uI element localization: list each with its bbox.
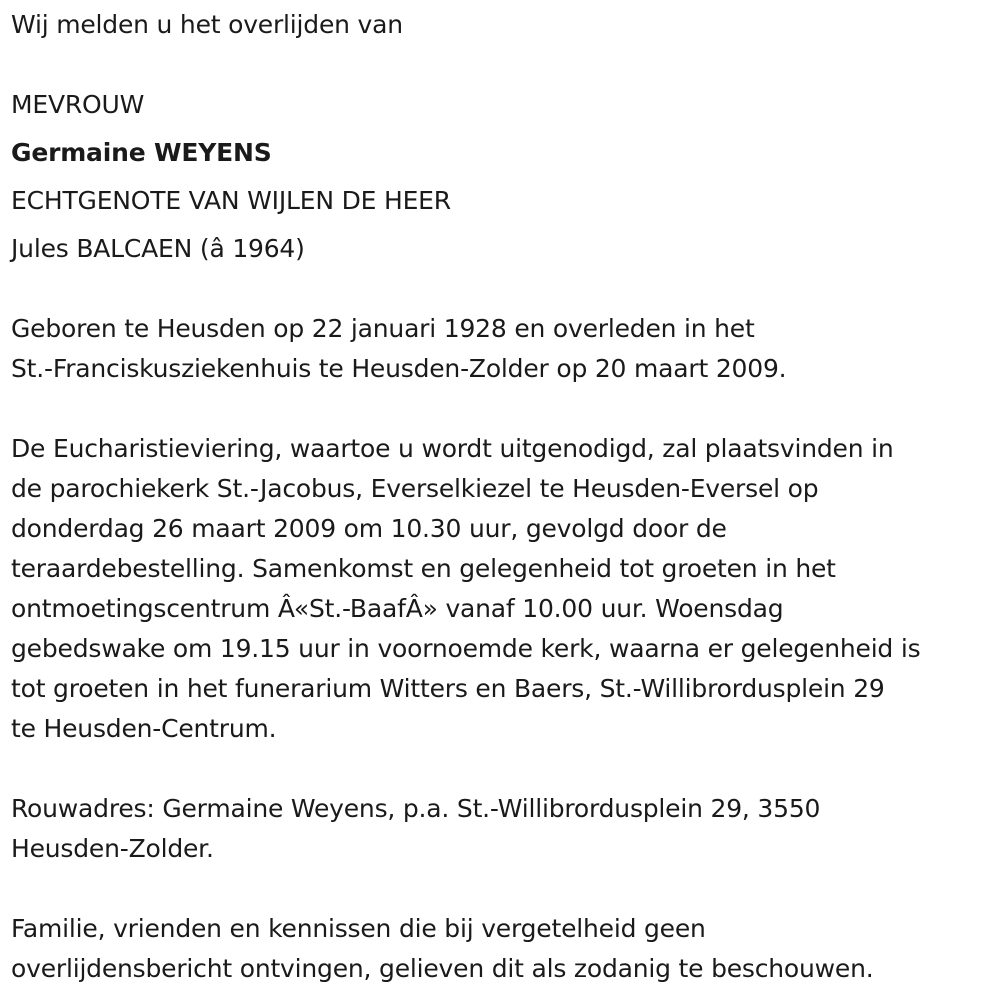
paragraph-line: teraardebestelling. Samenkomst en gelegenheid tot groeten in het <box>11 554 836 583</box>
paragraph-line: Familie, vrienden en kennissen die bij vergetelheid geen <box>11 914 706 943</box>
paragraph-line: Geboren te Heusden op 22 januari 1928 en overleden in het <box>11 314 755 343</box>
deceased-name: Germaine WEYENS <box>11 138 272 167</box>
paragraph-line: Rouwadres: Germaine Weyens, p.a. St.-Willibrordusplein 29, 3550 <box>11 794 821 823</box>
paragraph-line: ontmoetingscentrum Â«St.-BaafÂ» vanaf 10.00 uur. Woensdag <box>11 594 784 623</box>
closing-paragraph <box>11 909 986 989</box>
paragraph-line: te Heusden-Centrum. <box>11 714 277 743</box>
ceremony-paragraph <box>11 429 986 749</box>
paragraph-line: St.-Franciskusziekenhuis te Heusden-Zolder op 20 maart 2009. <box>11 354 787 383</box>
address-paragraph <box>11 789 986 869</box>
paragraph-line: tot groeten in het funerarium Witters en Baers, St.-Willibrordusplein 29 <box>11 674 885 703</box>
honorific-title: MEVROUW <box>11 90 145 119</box>
paragraph-line: de parochiekerk St.-Jacobus, Everselkiezel te Heusden-Eversel op <box>11 474 819 503</box>
paragraph-line: gebedswake om 19.15 uur in voornoemde kerk, waarna er gelegenheid is <box>11 634 921 663</box>
death-notice <box>11 5 986 989</box>
paragraph-line: Heusden-Zolder. <box>11 834 214 863</box>
birth-death-paragraph <box>11 309 986 389</box>
paragraph-line: overlijdensbericht ontvingen, gelieven dit als zodanig te beschouwen. <box>11 954 874 983</box>
spouse-label: ECHTGENOTE VAN WIJLEN DE HEER <box>11 186 451 215</box>
spouse-name: Jules BALCAEN (â 1964) <box>11 234 305 263</box>
paragraph-line: De Eucharistieviering, waartoe u wordt uitgenodigd, zal plaatsvinden in <box>11 434 894 463</box>
paragraph-line: donderdag 26 maart 2009 om 10.30 uur, gevolgd door de <box>11 514 727 543</box>
intro-text: Wij melden u het overlijden van <box>11 10 403 39</box>
